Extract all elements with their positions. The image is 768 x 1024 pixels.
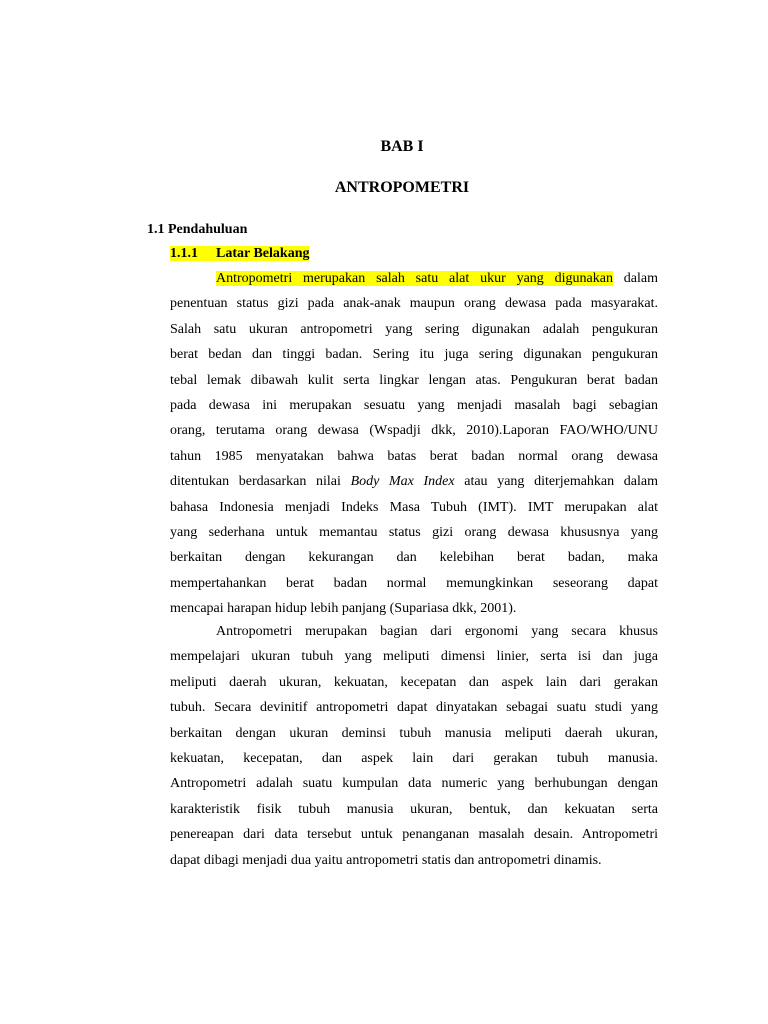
paragraph-line: [170, 266, 658, 291]
subsection-title: Latar Belakang: [216, 246, 310, 261]
paragraph-line: tahun 1985 menyatakan bahwa batas berat badan normal orang dewasa: [170, 448, 658, 464]
paragraph-2: [170, 619, 658, 873]
paragraph-line: dapat dibagi menjadi dua yaitu antropometri statis dan antropometri dinamis.: [170, 852, 602, 868]
paragraph-line: tubuh. Secara devinitif antropometri dapat dinyatakan sebagai suatu studi yang: [170, 700, 658, 716]
paragraph-line: karakteristik fisik tubuh manusia ukuran, bentuk, dan kekuatan serta: [170, 801, 658, 817]
italic-term: Body Max Index: [350, 474, 455, 490]
paragraph-line: orang, terutama orang dewasa (Wspadji dkk, 2010).Laporan FAO/WHO/UNU: [170, 423, 658, 439]
paragraph-line: mempelajari ukuran tubuh yang meliputi dimensi linier, serta isi dan juga: [170, 649, 658, 665]
chapter-number: BAB I: [380, 138, 424, 155]
paragraph-line: pada dewasa ini merupakan sesuatu yang menjadi masalah bagi sebagian: [170, 397, 658, 413]
line-text: Antropometri merupakan bagian dari ergonomi yang secara khusus: [216, 624, 658, 639]
paragraph-line: Salah satu ukuran antropometri yang sering digunakan adalah pengukuran: [170, 321, 658, 337]
paragraph-line: penentuan status gizi pada anak-anak maupun orang dewasa pada masyarakat.: [170, 296, 658, 312]
paragraph-1: [170, 266, 658, 621]
subsection-heading: [170, 245, 309, 263]
paragraph-line: meliputi daerah ukuran, kekuatan, kecepatan dan aspek lain dari gerakan: [170, 674, 658, 690]
paragraph-line: yang sederhana untuk memantau status gizi orang dewasa khususnya yang: [170, 524, 658, 540]
paragraph-line: berkaitan dengan ukuran deminsi tubuh manusia meliputi daerah ukuran,: [170, 725, 658, 741]
line-text: atau yang diterjemahkan dalam: [454, 474, 658, 490]
paragraph-line: kekuatan, kecepatan, dan aspek lain dari gerakan tubuh manusia.: [170, 750, 658, 766]
paragraph-line: berat bedan dan tinggi badan. Sering itu juga sering digunakan pengukuran: [170, 347, 658, 363]
highlighted-text: Antropometri merupakan salah satu alat ukur yang digunakan: [216, 271, 613, 286]
subsection-highlight: [170, 246, 309, 261]
paragraph-line: tebal lemak dibawah kulit serta lingkar lengan atas. Pengukuran berat badan: [170, 372, 658, 388]
paragraph-line: Antropometri adalah suatu kumpulan data numeric yang berhubungan dengan: [170, 776, 658, 792]
line-text: dalam: [612, 271, 658, 286]
paragraph-line: mencapai harapan hidup lebih panjang (Supariasa dkk, 2001).: [170, 601, 517, 617]
paragraph-line: [170, 619, 658, 644]
section-heading: 1.1 Pendahuluan: [147, 222, 248, 237]
subsection-number: 1.1.1: [170, 246, 198, 261]
paragraph-line: berkaitan dengan kekurangan dan kelebihan berat badan, maka: [170, 550, 658, 566]
paragraph-line: [170, 469, 658, 494]
paragraph-line: penereapan dari data tersebut untuk penanganan masalah desain. Antropometri: [170, 827, 658, 843]
chapter-title: ANTROPOMETRI: [334, 179, 470, 196]
line-text: ditentukan berdasarkan nilai: [170, 474, 351, 490]
paragraph-line: bahasa Indonesia menjadi Indeks Masa Tubuh (IMT). IMT merupakan alat: [170, 499, 658, 515]
paragraph-line: mempertahankan berat badan normal memungkinkan seseorang dapat: [170, 575, 658, 591]
